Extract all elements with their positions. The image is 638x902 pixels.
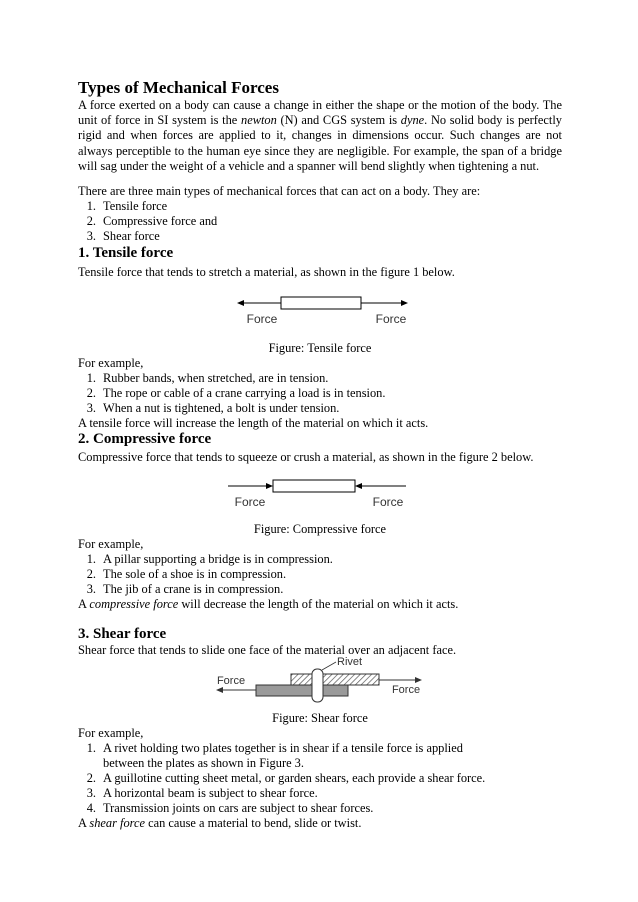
shear-caption: Figure: Shear force <box>272 711 368 725</box>
shear-force-figure <box>214 656 426 704</box>
tensile-description: Tensile force that tends to stretch a material, as shown in the figure 1 below. <box>78 265 455 279</box>
compressive-example-label: For example, <box>78 537 144 551</box>
compressive-description: Compressive force that tends to squeeze or crush a material, as shown in the figure 2 below. <box>78 450 534 464</box>
section-heading-tensile: 1. Tensile force <box>78 245 174 261</box>
shear-left-force-label: Force <box>216 675 246 687</box>
compressive-force-term: compressive force <box>89 597 179 611</box>
shear-rivet-label: Rivet <box>337 656 363 668</box>
list-item: 2. The sole of a shoe is in compression. <box>86 567 287 581</box>
list-item: 3. The jib of a crane is in compression. <box>86 582 284 596</box>
page-title: Types of Mechanical Forces <box>78 78 279 97</box>
list-item: 3. A horizontal beam is subject to shear force. <box>86 786 318 800</box>
list-item: 2. The rope or cable of a crane carrying a load is in tension. <box>86 386 386 400</box>
shear-example-label: For example, <box>78 726 144 740</box>
intro-text-c: . No solid body is perfectly rigid and when forces are applied to it, changes in dimensions occur. Such changes are not always perceptible to the human eye since they are negligible. For example, the span of a bridge will sag under the weight of a vehicle and a spanner will bend slightly when tightening a nut. <box>78 113 562 173</box>
intro-dyne: dyne <box>400 113 425 128</box>
list-item: 1. Tensile force <box>86 199 168 213</box>
shear-conclusion: A shear force can cause a material to bend, slide or twist. <box>78 816 362 830</box>
shear-right-force-label: Force <box>391 684 421 696</box>
list-item: 3. When a nut is tightened, a bolt is under tension. <box>86 401 340 415</box>
list-item-continuation: between the plates as shown in Figure 3. <box>103 756 304 770</box>
intro-newton: newton <box>241 113 277 128</box>
shear-description: Shear force that tends to slide one face of the material over an adjacent face. <box>78 643 457 657</box>
compressive-force-figure <box>226 476 412 512</box>
intro-text-a: A force exerted on a body can cause a change in either the shape or the motion of the body. The unit of force in SI system is the <box>78 98 562 128</box>
list-item: 2. Compressive force and <box>86 214 218 228</box>
tensile-example-label: For example, <box>78 356 144 370</box>
tensile-left-force-label: Force <box>246 312 278 326</box>
list-item: 4. Transmission joints on cars are subject to shear forces. <box>86 801 374 815</box>
intro-types-sentence: There are three main types of mechanical forces that can act on a body. They are: <box>78 184 481 198</box>
shear-force-term: shear force <box>89 816 146 830</box>
list-item: 3. Shear force <box>86 229 160 243</box>
section-heading-compressive: 2. Compressive force <box>78 431 212 447</box>
compressive-conclusion: A compressive force will decrease the length of the material on which it acts. <box>78 597 459 611</box>
tensile-conclusion: A tensile force will increase the length of the material on which it acts. <box>78 416 429 430</box>
compressive-left-force-label: Force <box>234 495 266 509</box>
tensile-force-figure <box>235 292 415 328</box>
intro-paragraph <box>78 98 562 174</box>
list-item: 1. Rubber bands, when stretched, are in tension. <box>86 371 329 385</box>
compressive-right-force-label: Force <box>372 495 404 509</box>
list-item: 1. A rivet holding two plates together is in shear if a tensile force is applied <box>86 741 463 755</box>
tensile-caption: Figure: Tensile force <box>268 341 372 355</box>
compressive-caption: Figure: Compressive force <box>253 522 387 536</box>
list-item: 1. A pillar supporting a bridge is in compression. <box>86 552 333 566</box>
section-heading-shear: 3. Shear force <box>78 626 167 642</box>
list-item: 2. A guillotine cutting sheet metal, or garden shears, each provide a shear force. <box>86 771 486 785</box>
tensile-right-force-label: Force <box>375 312 407 326</box>
intro-text-b: (N) and CGS system is <box>276 113 401 128</box>
